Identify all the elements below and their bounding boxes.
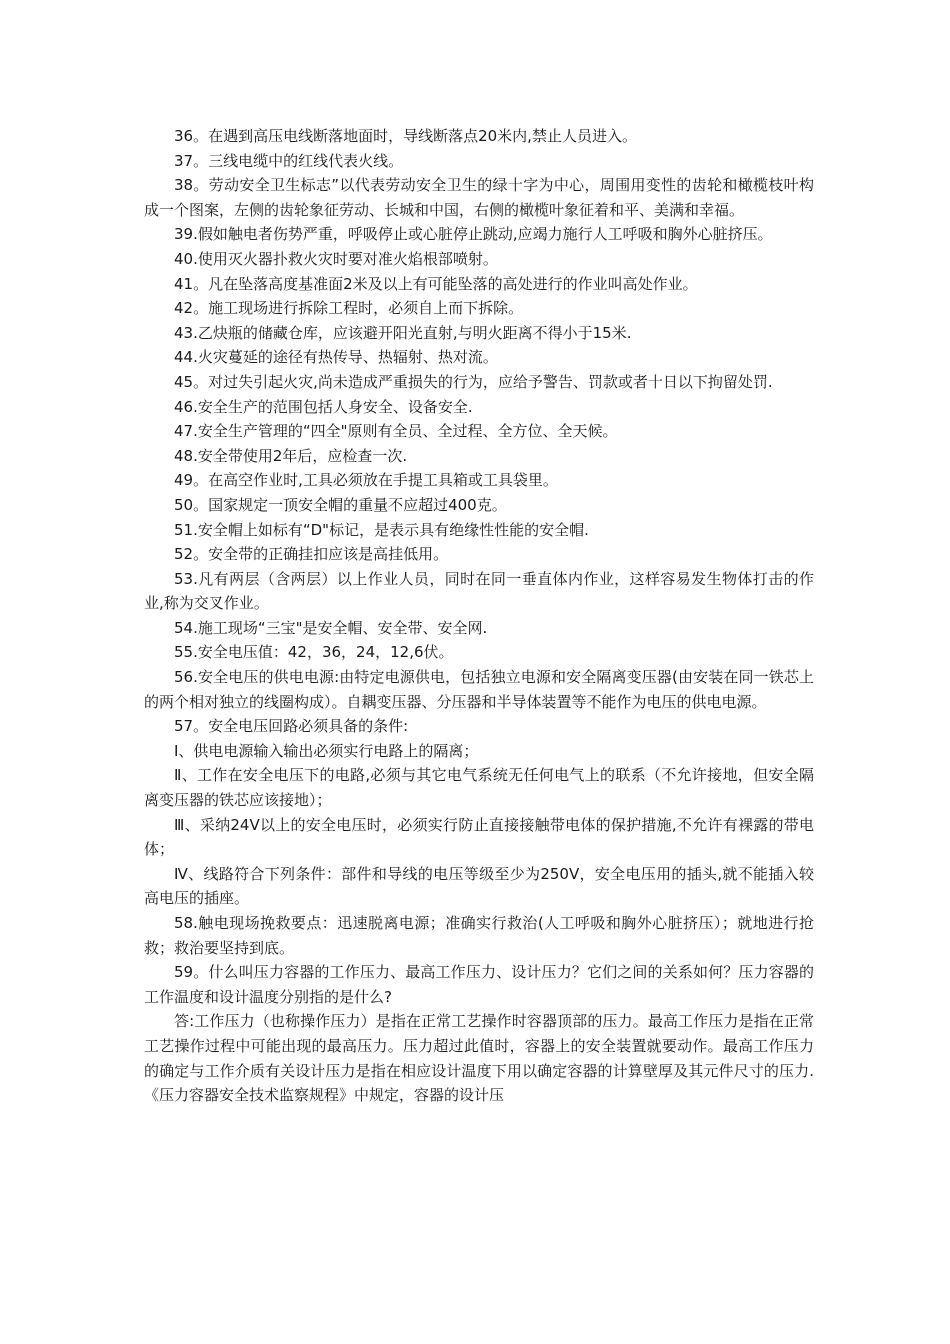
- paragraph-45: 45。对过失引起火灾,尚未造成严重损失的行为，应给予警告、罚款或者十日以下拘留处罚.: [174, 372, 773, 391]
- paragraph-54: 54.施工现场“三宝"是安全帽、安全带、安全网.: [174, 618, 488, 637]
- paragraph-40: 40.使用灭火器扑救火灾时要对准火焰根部喷射。: [174, 249, 498, 268]
- paragraph-50: 50。国家规定一顶安全帽的重量不应超过400克。: [174, 495, 507, 514]
- paragraph-57-item-2: Ⅱ、工作在安全电压下的电路,必须与其它电气系统无任何电气上的联系（不允许接地，但安全隔离变压器的铁芯应该接地）；: [144, 766, 814, 810]
- paragraph-48: 48.安全带使用2年后，应检查一次.: [174, 446, 408, 465]
- paragraph-41: 41。凡在坠落高度基准面2米及以上有可能坠落的高处进行的作业叫高处作业。: [174, 274, 698, 293]
- paragraph-36: 36。在遇到高压电线断落地面时，导线断落点20米内,禁止人员进入。: [174, 127, 637, 145]
- paragraph-56: 56.安全电压的供电电源:由特定电源供电，包括独立电源和安全隔离变压器(由安装在同一铁芯上的两个相对独立的线圈构成）。自耦变压器、分压器和半导体装置等不能作为电压的供电电源。: [144, 668, 814, 711]
- paragraph-39: 39.假如触电者伤势严重，呼吸停止或心脏停止跳动,应竭力施行人工呼吸和胸外心脏挤压。: [174, 225, 773, 244]
- paragraph-47: 47.安全生产管理的“四全"原则有全员、全过程、全方位、全天候。: [174, 422, 618, 441]
- paragraph-46: 46.安全生产的范围包括人身安全、设备安全.: [174, 397, 473, 416]
- paragraph-38: 38。劳动安全卫生标志”以代表劳动安全卫生的绿十字为中心，周围用变性的齿轮和橄榄枝叶构成一个图案，左侧的齿轮象征劳动、长城和中国，右侧的橄榄叶象征着和平、美满和幸福。: [144, 176, 814, 219]
- paragraph-42: 42。施工现场进行拆除工程时，必须自上而下拆除。: [174, 299, 524, 318]
- paragraph-57-item-4: Ⅳ、线路符合下列条件：部件和导线的电压等级至少为250V，安全电压用的插头,就不能插入较高电压的插座。: [144, 864, 814, 908]
- paragraph-57-item-1: Ⅰ、供电电源输入输出必须实行电路上的隔离；: [174, 741, 479, 760]
- paragraph-37: 37。三线电缆中的红线代表火线。: [174, 151, 404, 170]
- paragraph-57-item-3: Ⅲ、采纳24V以上的安全电压时，必须实行防止直接接触带电体的保护措施,不允许有裸露的带电体；: [144, 815, 814, 859]
- document-body: [144, 124, 814, 1108]
- paragraph-57: 57。安全电压回路必须具备的条件:: [174, 717, 409, 736]
- paragraph-52: 52。安全带的正确挂扣应该是高挂低用。: [174, 545, 449, 564]
- paragraph-49: 49。在高空作业时,工具必须放在手提工具箱或工具袋里。: [174, 471, 558, 490]
- paragraph-53: 53.凡有两层（含两层）以上作业人员，同时在同一垂直体内作业，这样容易发生物体打击的作业,称为交叉作业。: [144, 569, 814, 613]
- paragraph-55: 55.安全电压值：42，36，24，12,6伏。: [174, 643, 454, 662]
- paragraph-51: 51.安全帽上如标有“D"标记，是表示具有绝缘性性能的安全帽.: [174, 520, 589, 539]
- paragraph-44: 44.火灾蔓延的途径有热传导、热辐射、热对流。: [174, 348, 498, 367]
- paragraph-58: 58.触电现场挽救要点：迅速脱离电源；准确实行救治(人工呼吸和胸外心脏挤压）；就地进行抢救；救治要坚持到底。: [144, 914, 814, 957]
- paragraph-43: 43.乙炔瓶的储藏仓库，应该避开阳光直射,与明火距离不得小于15米.: [174, 323, 632, 342]
- paragraph-59-answer: 答:工作压力（也称操作压力）是指在正常工艺操作时容器顶部的压力。最高工作压力是指在正常工艺操作过程中可能出现的最高压力。压力超过此值时，容器上的安全装置就要动作。最高工作压力的确定与工作介质有关设计压力是指在相应设计温度下用以确定容器的计算壁厚及其元件尺寸的压力.《压力容器安全技术监察规程》中规定，容器的设计压: [144, 1012, 814, 1105]
- paragraph-59-question: 59。什么叫压力容器的工作压力、最高工作压力、设计压力？它们之间的关系如何？压力容器的工作温度和设计温度分别指的是什么?: [144, 963, 814, 1006]
